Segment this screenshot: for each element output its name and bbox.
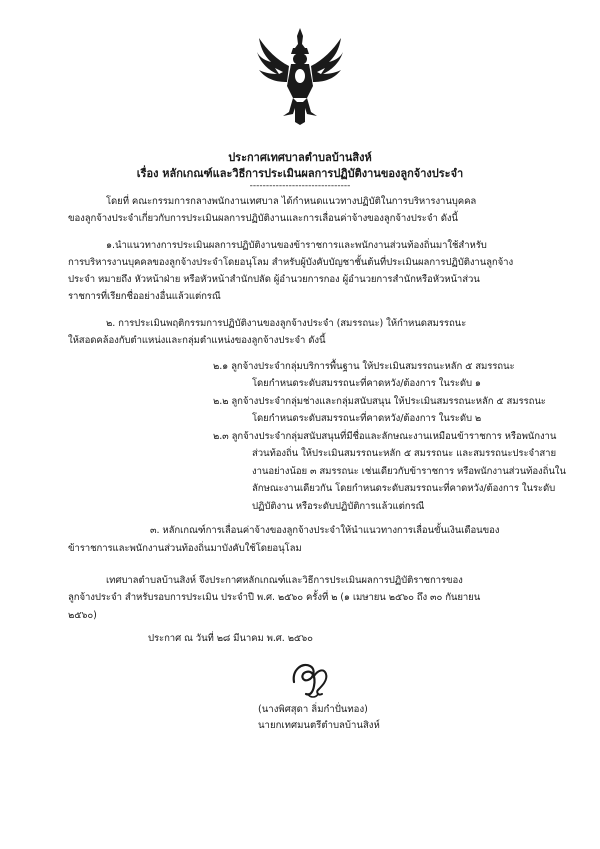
item-2-line: ๒. การประเมินพฤติกรรมการปฏิบัติงานของลูกจ้างประจำ (สมรรถนะ) ให้กำหนดสมรรถนะ (106, 318, 467, 329)
document-title: ประกาศเทศบาลตำบลบ้านสิงห์ (228, 151, 372, 164)
closing-line: เทศบาลตำบลบ้านสิงห์ จึงประกาศหลักเกณฑ์และวิธีการประเมินผลการปฏิบัติราชการของ (106, 575, 463, 586)
item-2-3-line: ๒.๓ ลูกจ้างประจำกลุ่มสนับสนุนที่มีชื่อและลักษณะงานเหมือนข้าราชการ หรือพนักงาน (213, 431, 557, 442)
item-1-line: การบริหารงานบุคคลของลูกจ้างประจำโดยอนุโลม สำหรับผู้บังคับบัญชาชั้นต้นที่ประเมินผลการปฏิบัติงานลูกจ้าง (68, 257, 514, 268)
signature-icon (288, 656, 334, 700)
item-2-3-line: ปฏิบัติงาน หรือระดับปฏิบัติการแล้วแต่กรณี (252, 501, 425, 512)
item-2-3-line: งานอย่างน้อย ๓ สมรรถนะ เช่นเดียวกับข้าราชการ หรือพนักงานส่วนท้องถิ่นใน (252, 466, 566, 477)
intro-line: โดยที่ คณะกรรมการกลางพนักงานเทศบาล ได้กำหนดแนวทางปฏิบัติในการบริหารงานบุคคล (106, 196, 477, 207)
closing-line: ๒๕๖๐) (68, 610, 97, 621)
item-2-2-line: ๒.๒ ลูกจ้างประจำกลุ่มช่างและกลุ่มสนับสนุน ให้ประเมินสมรรถนะหลัก ๕ สมรรถนะ (213, 396, 546, 407)
item-2-1-line: โดยกำหนดระดับสมรรถนะที่คาดหวัง/ต้องการ ในระดับ ๑ (252, 378, 481, 389)
announce-date: ประกาศ ณ วันที่ ๒๘ มีนาคม พ.ศ. ๒๕๖๐ (148, 633, 313, 644)
document-subject: เรื่อง หลักเกณฑ์และวิธีการประเมินผลการปฏิบัติงานของลูกจ้างประจำ (136, 167, 464, 180)
signer-name: (นางพิศสุดา ลิ่มกำปั่นทอง) (258, 704, 368, 715)
garuda-emblem-icon (255, 26, 345, 126)
item-2-3-line: ลักษณะงานเดียวกัน โดยกำหนดระดับสมรรถนะที่คาดหวัง/ต้องการ ในระดับ (252, 483, 556, 494)
item-1-line: ราชการที่เรียกชื่ออย่างอื่นแล้วแต่กรณี (68, 291, 221, 302)
intro-line: ของลูกจ้างประจำเกี่ยวกับการประเมินผลการปฏิบัติงานและการเลื่อนค่าจ้างของลูกจ้างประจำ ดังนี้ (68, 213, 458, 224)
item-2-line: ให้สอดคล้องกับตำแหน่งและกลุ่มตำแหน่งของลูกจ้างประจำ ดังนี้ (68, 335, 326, 346)
item-1-line: ประจำ หมายถึง หัวหน้าฝ่าย หรือหัวหน้าสำนักปลัด ผู้อำนวยการกอง ผู้อำนวยการสำนักหรือหัวหน้าส่วน (68, 274, 480, 285)
closing-line: ลูกจ้างประจำ สำหรับรอบการประเมิน ประจำปี พ.ศ. ๒๕๖๐ ครั้งที่ ๒ (๑ เมษายน ๒๕๖๐ ถึง ๓๐ กันยายน (68, 592, 481, 603)
item-3-line: ๓. หลักเกณฑ์การเลื่อนค่าจ้างของลูกจ้างประจำให้นำแนวทางการเลื่อนขั้นเงินเดือนของ (150, 525, 500, 536)
item-2-2-line: โดยกำหนดระดับสมรรถนะที่คาดหวัง/ต้องการ ในระดับ ๒ (252, 413, 482, 424)
item-2-1-line: ๒.๑ ลูกจ้างประจำกลุ่มบริการพื้นฐาน ให้ประเมินสมรรถนะหลัก ๕ สมรรถนะ (213, 361, 515, 372)
separator-line: ------------------------------- (249, 181, 351, 191)
item-2-3-line: ส่วนท้องถิ่น ให้ประเมินสมรรถนะหลัก ๕ สมรรถนะ และสมรรถนะประจำสาย (252, 448, 556, 459)
signer-position: นายกเทศมนตรีตำบลบ้านสิงห์ (258, 720, 380, 731)
item-1-line: ๑.นำแนวทางการประเมินผลการปฏิบัติงานของข้าราชการและพนักงานส่วนท้องถิ่นมาใช้สำหรับ (106, 240, 487, 251)
item-3-line: ข้าราชการและพนักงานส่วนท้องถิ่นมาบังคับใช้โดยอนุโลม (68, 543, 302, 554)
